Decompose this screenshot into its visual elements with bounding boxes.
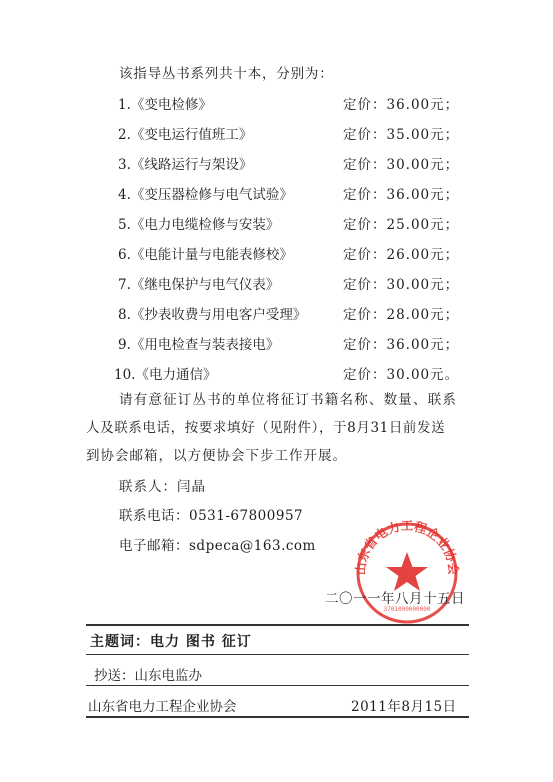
book-price: 定价：36.00元； (343, 187, 460, 203)
request-line-3: 到协会邮箱，以方便协会下步工作开展。 (86, 448, 347, 464)
book-title: 8.《抄表收费与用电客户受理》 (118, 307, 307, 323)
contact-person: 联系人：闫晶 (119, 479, 206, 495)
book-title: 6.《电能计量与电能表修校》 (118, 247, 293, 263)
book-price: 定价：36.00元； (343, 97, 460, 113)
book-title: 4.《变压器检修与电气试验》 (118, 187, 293, 203)
book-title: 5.《电力电缆检修与安装》 (118, 217, 280, 233)
book-title: 9.《用电检查与装表接电》 (118, 337, 280, 353)
book-title: 3.《线路运行与架设》 (118, 157, 253, 173)
divider-bottom (86, 716, 469, 718)
book-title: 2.《变电运行值班工》 (118, 127, 253, 143)
book-title: 10.《电力通信》 (114, 367, 217, 383)
book-price: 定价：25.00元； (343, 217, 460, 233)
book-price: 定价：36.00元； (343, 337, 460, 353)
request-line-2: 人及联系电话，按要求填好（见附件），于8月31日前发送 (86, 420, 446, 436)
book-title: 7.《继电保护与电气仪表》 (118, 277, 280, 293)
divider-top (86, 624, 469, 626)
book-price: 定价：30.00元； (343, 157, 460, 173)
book-price: 定价：26.00元； (343, 247, 460, 263)
book-title: 1.《变电检修》 (118, 97, 212, 113)
book-price: 定价：30.00元； (343, 277, 460, 293)
subject-keywords: 主题词：电力 图书 征订 (90, 634, 252, 650)
issue-date: 二〇一一年八月十五日 (325, 591, 465, 607)
footer-organization: 山东省电力工程企业协会 (88, 699, 237, 715)
seal-serial: 3701000000000 (383, 606, 431, 613)
seal-text: 山东省电力工程企业协会 (352, 518, 462, 576)
book-price: 定价：28.00元； (343, 307, 460, 323)
contact-email: 电子邮箱：sdpeca@163.com (119, 538, 316, 554)
divider-keywords (86, 654, 469, 655)
contact-phone: 联系电话：0531-67800957 (119, 508, 304, 524)
book-price: 定价：30.00元。 (343, 367, 460, 383)
cc-line: 抄送：山东电监办 (94, 668, 202, 684)
star-icon (386, 552, 428, 591)
intro-text: 该指导丛书系列共十本，分别为： (119, 66, 334, 82)
footer-date: 2011年8月15日 (351, 699, 457, 715)
request-line-1: 请有意征订丛书的单位将征订书籍名称、数量、联系 (119, 392, 458, 408)
divider-cc (86, 685, 469, 686)
book-price: 定价：35.00元； (343, 127, 460, 143)
official-seal (345, 515, 469, 625)
